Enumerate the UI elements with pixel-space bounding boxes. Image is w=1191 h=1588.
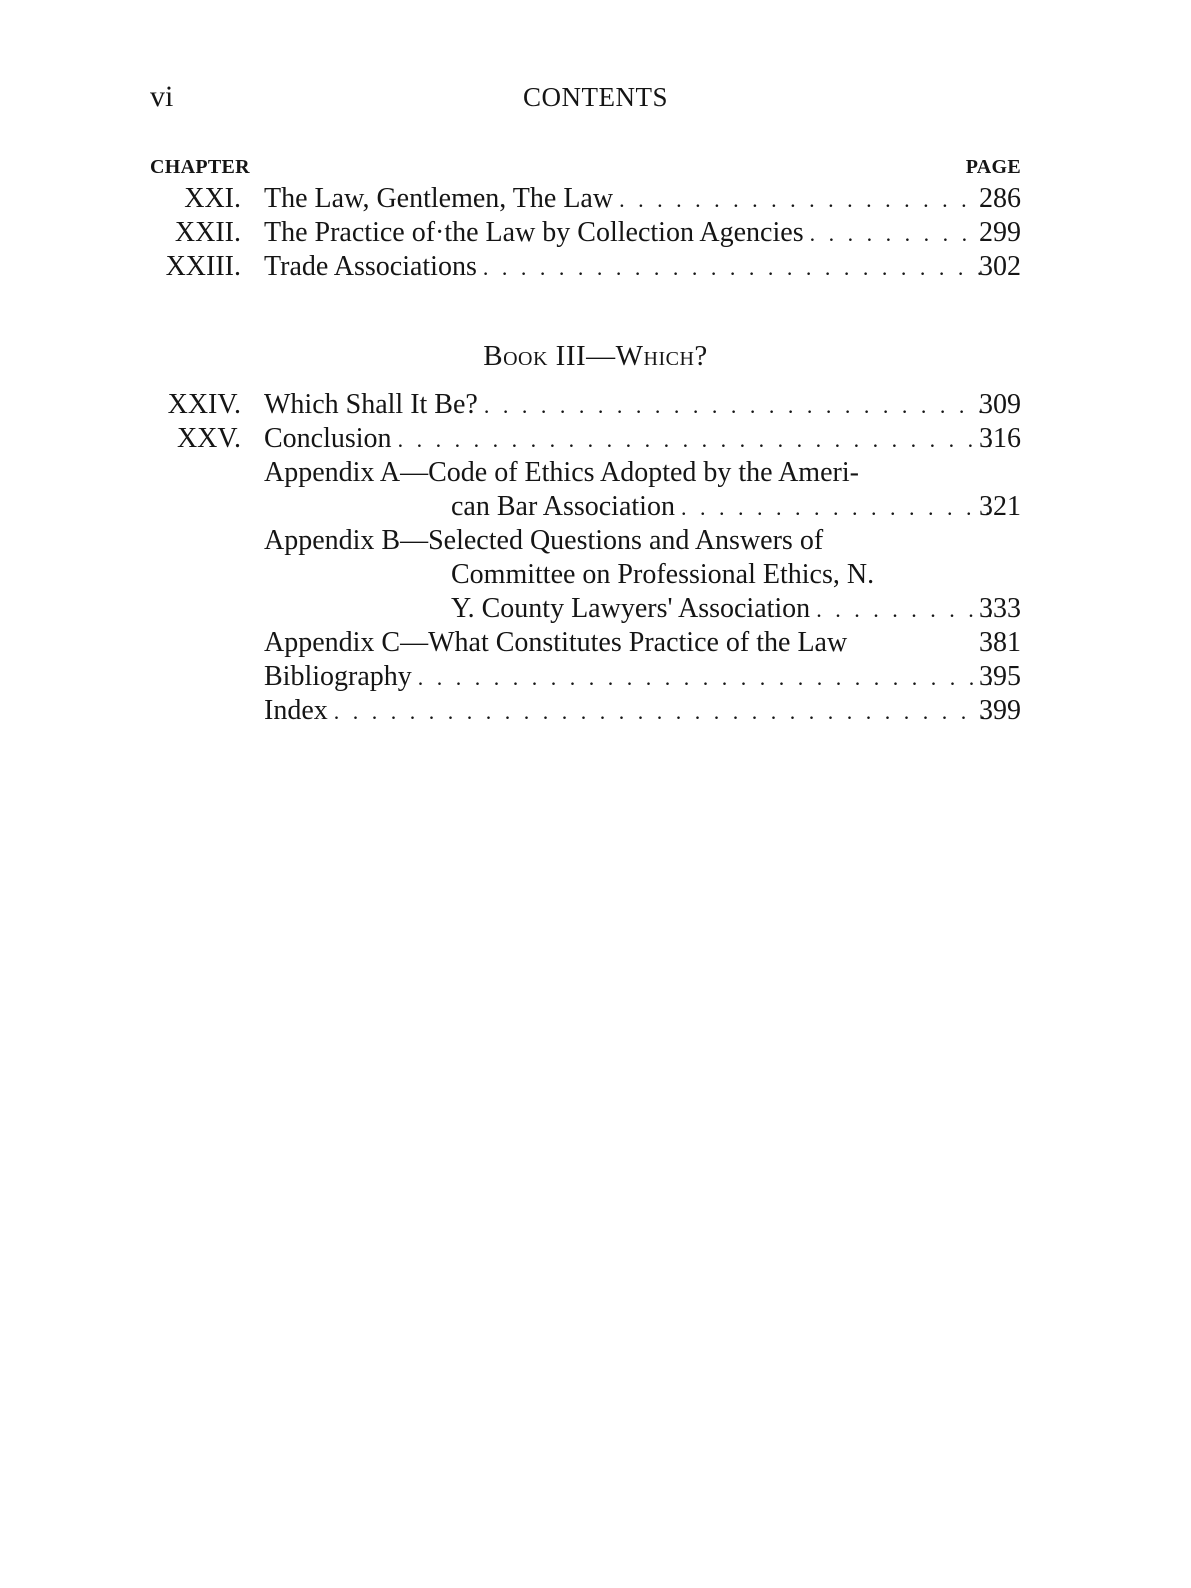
page-ref: 399 bbox=[979, 695, 1021, 726]
appendix-title-continued: Y. County Lawyers' Association bbox=[451, 593, 811, 624]
toc-entry-appendix-c[interactable] bbox=[0, 626, 1191, 660]
toc-entry-appendix-b-line2[interactable] bbox=[0, 558, 1191, 592]
dot-leader bbox=[484, 389, 991, 423]
toc-entry-xxii[interactable] bbox=[0, 216, 1191, 250]
chapter-title: Which Shall It Be? bbox=[264, 389, 478, 420]
chapter-title: Conclusion bbox=[264, 423, 392, 454]
appendix-title: Appendix B—Selected Questions and Answers of bbox=[264, 525, 824, 556]
toc-entry-appendix-a-line2[interactable] bbox=[0, 490, 1191, 524]
appendix-title-continued: Committee on Professional Ethics, N. bbox=[451, 559, 875, 590]
dot-leader bbox=[398, 423, 991, 457]
book-heading: Book III—Which? bbox=[483, 340, 708, 372]
toc-entry-bibliography[interactable] bbox=[0, 660, 1191, 694]
appendix-title: Appendix C—What Constitutes Practice of the Law bbox=[264, 627, 848, 658]
chapter-numeral: XXI. bbox=[184, 183, 241, 214]
toc-entry-appendix-a-line1[interactable] bbox=[0, 456, 1191, 490]
page-ref: 321 bbox=[979, 491, 1021, 522]
page-ref: 395 bbox=[979, 661, 1021, 692]
dot-leader bbox=[483, 251, 991, 285]
appendix-title: Appendix A—Code of Ethics Adopted by the Ameri- bbox=[264, 457, 859, 488]
page-ref: 299 bbox=[979, 217, 1021, 248]
section-title: Bibliography bbox=[264, 661, 412, 692]
page-ref: 316 bbox=[979, 423, 1021, 454]
toc-entry-xxiii[interactable] bbox=[0, 250, 1191, 284]
dot-leader bbox=[681, 491, 991, 525]
chapter-column-header: CHAPTER bbox=[150, 156, 250, 178]
chapter-title: The Law, Gentlemen, The Law bbox=[264, 183, 614, 214]
toc-entry-xxiv[interactable] bbox=[0, 388, 1191, 422]
dot-leader bbox=[418, 661, 991, 695]
chapter-numeral: XXII. bbox=[174, 217, 241, 248]
chapter-title: Trade Associations bbox=[264, 251, 477, 282]
page-column-header: PAGE bbox=[965, 156, 1021, 178]
page-ref: 286 bbox=[979, 183, 1021, 214]
toc-entry-appendix-b-line1[interactable] bbox=[0, 524, 1191, 558]
page-ref: 333 bbox=[979, 593, 1021, 624]
chapter-numeral: XXIV. bbox=[167, 389, 241, 420]
running-title: CONTENTS bbox=[523, 82, 668, 112]
chapter-numeral: XXIII. bbox=[165, 251, 241, 282]
page-ref: 302 bbox=[979, 251, 1021, 282]
chapter-numeral: XXV. bbox=[176, 423, 241, 454]
appendix-title-continued: can Bar Association bbox=[451, 491, 675, 522]
chapter-title: The Practice of·the Law by Collection Agencies bbox=[264, 217, 804, 248]
toc-entry-xxi[interactable] bbox=[0, 182, 1191, 216]
toc-entry-xxv[interactable] bbox=[0, 422, 1191, 456]
toc-entry-appendix-b-line3[interactable] bbox=[0, 592, 1191, 626]
page-ref: 309 bbox=[979, 389, 1021, 420]
dot-leader bbox=[619, 183, 991, 217]
page-number: vi bbox=[150, 80, 174, 113]
section-title: Index bbox=[264, 695, 328, 726]
page-ref: 381 bbox=[979, 627, 1021, 658]
dot-leader bbox=[334, 695, 991, 729]
toc-entry-index[interactable] bbox=[0, 694, 1191, 728]
